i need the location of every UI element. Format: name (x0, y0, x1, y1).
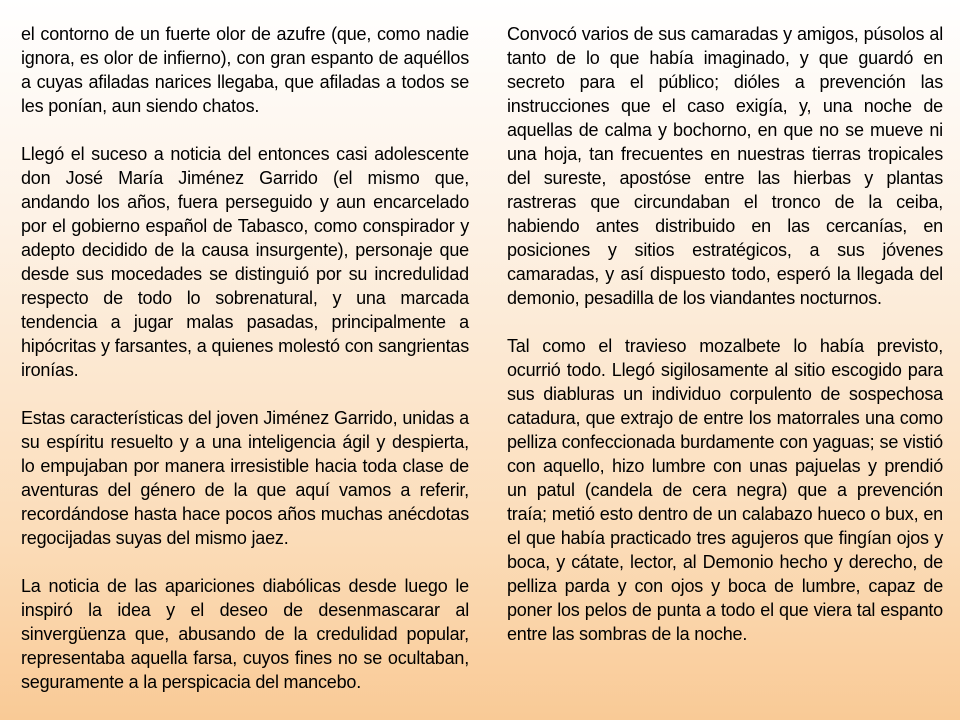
paragraph-right-2: Tal como el travieso mozalbete lo había previsto, ocurrió todo. Llegó sigilosamente al sitio escogido para sus diabluras un individuo corpulento de sospechosa catadura, que extrajo de entre los matorrales una como pelliza confeccionada burdamente con yaguas; se vistió con aquello, hizo lumbre con unas pajuelas y prendió un patul (candela de cera negra) que a prevención traía; metió esto dentro de un calabazo hueco o bux, en el que había practicado tres agujeros que fingían ojos y boca, y cátate, lector, al Demonio hecho y derecho, de pelliza parda y con ojos y boca de lumbre, capaz de poner los pelos de punta a todo el que viera tal espanto entre las sombras de la noche. (507, 336, 943, 644)
paragraph-left-2: Llegó el suceso a noticia del entonces casi adolescente don José María Jiménez Garrido (el mismo que, andando los años, fuera perseguido y aun encarcelado por el gobierno español de Tabasco, como conspirador y adepto decidido de la causa insurgente), personaje que desde sus mocedades se distinguió por su incredulidad respecto de todo lo sobrenatural, y una marcada tendencia a jugar malas pasadas, principalmente a hipócritas y farsantes, a quienes molestó con sangrientas ironías. (21, 144, 469, 380)
left-text-column (21, 22, 469, 718)
paragraph-right-1: Convocó varios de sus camaradas y amigos, púsolos al tanto de lo que había imaginado, y que guardó en secreto para el público; dióles a prevención las instrucciones que el caso exigía, y, una noche de aquellas de calma y bochorno, en que no se mueve ni una hoja, tan frecuentes en nuestras tierras tropicales del sureste, apostóse entre las hierbas y plantas rastreras que circundaban el tronco de la ceiba, habiendo antes distribuido en las cercanías, en posiciones y sitios estratégicos, a sus jóvenes camaradas, y así dispuesto todo, esperó la llegada del demonio, pesadilla de los viandantes nocturnos. (507, 24, 943, 308)
paragraph-left-1: el contorno de un fuerte olor de azufre (que, como nadie ignora, es olor de infierno), con gran espanto de aquéllos a cuyas afiladas narices llegaba, que afiladas a todos se les ponían, aun siendo chatos. (21, 24, 469, 116)
paragraph-left-4: La noticia de las apariciones diabólicas desde luego le inspiró la idea y el deseo de desenmascarar al sinvergüenza que, abusando de la credulidad popular, representaba aquella farsa, cuyos fines no se ocultaban, seguramente a la perspicacia del mancebo. (21, 576, 469, 692)
right-text-column (507, 22, 943, 670)
paragraph-left-3: Estas características del joven Jiménez Garrido, unidas a su espíritu resuelto y a una inteligencia ágil y despierta, lo empujaban por manera irresistible hacia toda clase de aventuras del género de la que aquí vamos a referir, recordándose hasta hace pocos años muchas anécdotas regocijadas suyas del mismo jaez. (21, 408, 469, 548)
